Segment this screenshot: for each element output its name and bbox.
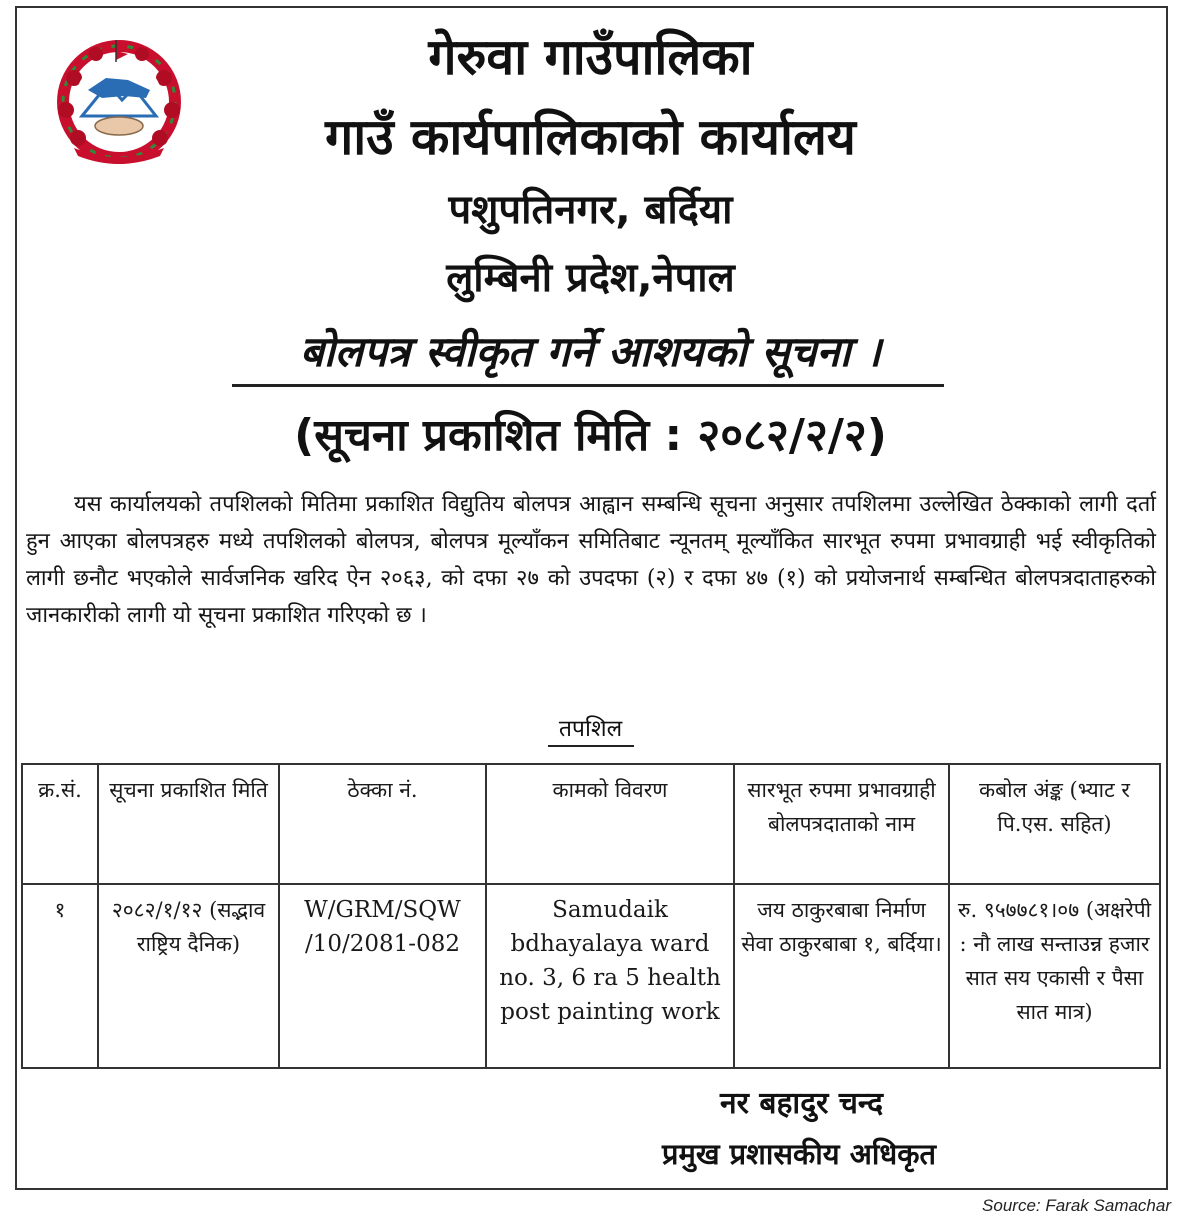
publish-date: (सूचना प्रकाशित मिति : २०८२/२/२) [294,410,887,461]
schedule-table [21,763,1161,1069]
header-contract-no: ठेक्का नं. [279,764,486,884]
office-address: पशुपतिनगर, बर्दिया [448,187,733,233]
header-bidder: सारभूत रुपमा प्रभावग्राही बोलपत्रदाताको नाम [734,764,949,884]
table-header-row [22,764,1160,884]
cell-work-description: Samudaik bdhayalaya ward no. 3, 6 ra 5 health post painting work [486,884,734,1068]
cell-contract-no: W/GRM/SQW /10/2081-082 [279,884,486,1068]
source-credit: Source: Farak Samachar [982,1196,1171,1215]
header-bid-amount: कबोल अंङ्क (भ्याट र पि.एस. सहित) [949,764,1160,884]
header-work-description: कामको विवरण [486,764,734,884]
header-sn: क्र.सं. [22,764,98,884]
cell-sn: १ [22,884,98,1068]
notice-title: बोलपत्र स्वीकृत गर्ने आशयको सूचना । [299,327,882,376]
cell-bid-amount: रु. ९५७७८१।०७ (अक्षरेपी : नौ लाख सन्ताउन्न हजार सात सय एकासी र पैसा सात मात्र) [949,884,1160,1068]
province-name: लुम्बिनी प्रदेश,नेपाल [446,255,735,301]
municipality-name: गेरुवा गाउँपालिका [428,28,753,86]
table-row [22,884,1160,1068]
cell-published-date: २०८२/१/१२ (सद्भाव राष्ट्रिय दैनिक) [98,884,279,1068]
title-underline [232,384,944,387]
cell-bidder: जय ठाकुरबाबा निर्माण सेवा ठाकुरबाबा १, बर्दिया। [734,884,949,1068]
signatory-title: प्रमुख प्रशासकीय अधिकृत [662,1137,937,1171]
header-published-date: सूचना प्रकाशित मिति [98,764,279,884]
schedule-label: तपशिल [558,716,623,742]
signatory-name: नर बहादुर चन्द [720,1086,884,1121]
notice-body: यस कार्यालयको तपशिलको मितिमा प्रकाशित विद्युतिय बोलपत्र आह्वान सम्बन्धि सूचना अनुसार तपशिलमा उल्लेखित ठेक्काको लागी दर्ता हुन आएका बोलपत्रहरु मध्ये तपशिलको बोलपत्र, बोलपत्र मूल्याँकन समितिबाट न्यूनतम् मूल्याँकित सारभूत रुपमा प्रभावग्राही भई स्वीकृतिको लागी छनौट भएकोले सार्वजनिक खरिद ऐन २०६३, को दफा २७ को उपदफा (२) र दफा ४७ (१) को प्रयोजनार्थ सम्बन्धित बोलपत्रदाताहरुको जानकारीको लागी यो सूचना प्रकाशित गरिएको छ । [26,492,1156,628]
schedule-underline [548,745,634,747]
office-name: गाउँ कार्यपालिकाको कार्यालय [325,108,856,166]
